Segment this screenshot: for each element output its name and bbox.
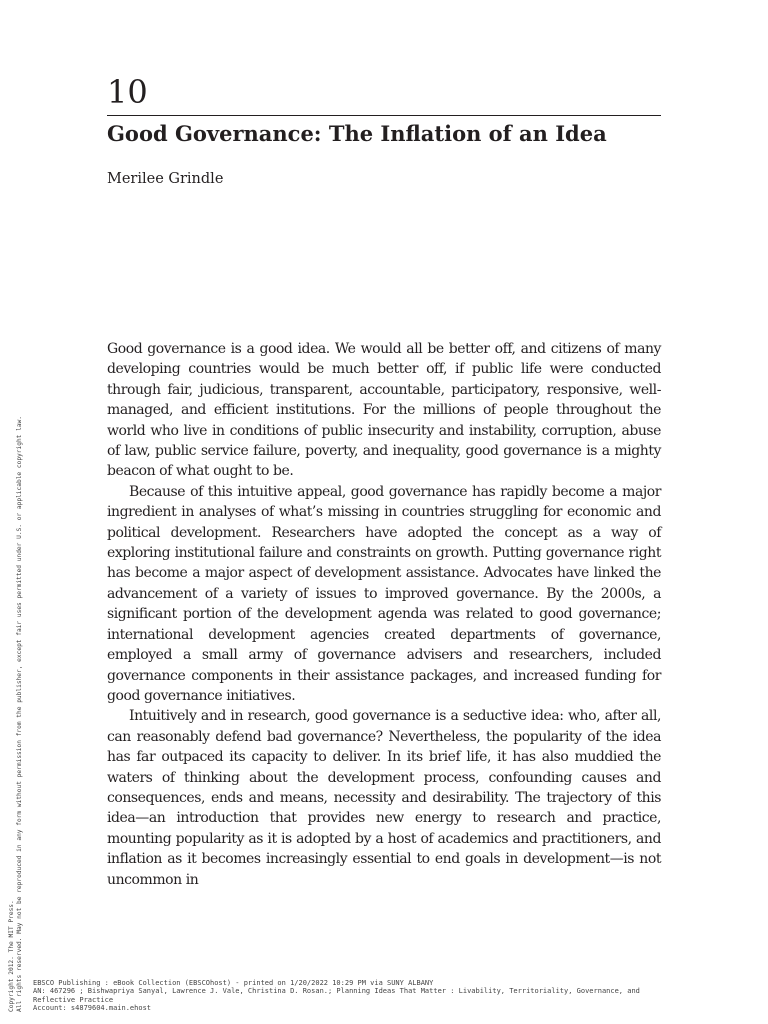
copyright-line-1: Copyright 2012. The MIT Press. (8, 900, 15, 1012)
copyright-line-2: All rights reserved. May not be reproduced in any form without permission from the publisher, except fair uses permitted under U.S. or applicable copyright law. (16, 415, 23, 1012)
chapter-title: Good Governance: The Inflation of an Idea (107, 121, 607, 146)
copyright-margin-notice (8, 416, 24, 1012)
footer-line-4: Account: s4879604.main.ehost (33, 1004, 152, 1013)
chapter-author: Merilee Grindle (107, 171, 224, 187)
chapter-rule (107, 115, 661, 116)
footer-line-2: AN: 467296 ; Bishwapriya Sanyal, Lawrence J. Vale, Christina D. Rosan.; Planning Ideas That Matter : Livability, Territoriality, Governance, and (33, 987, 640, 996)
footer-line-1: EBSCO Publishing : eBook Collection (EBSCOhost) - printed on 1/20/2022 10:29 PM via SUNY ALBANY (33, 979, 434, 987)
chapter-number: 10 (107, 73, 148, 111)
footer-line-3: Reflective Practice (33, 995, 114, 1004)
body-text (107, 339, 661, 890)
paragraph-3: Intuitively and in research, good governance is a seductive idea: who, after all, can reasonably defend bad governance? Nevertheless, the popularity of the idea has far outpaced its capacity to deliver. In its brief life, it has also muddied the waters of thinking about the development process, confounding causes and consequences, ends and means, necessity and desirability. The trajectory of this idea—an introduction that provides new energy to research and practice, mounting popularity as it is adopted by a host of academics and practitioners, and inflation as it becomes increasingly essential to end goals in development—is not uncommon in (107, 708, 661, 888)
paragraph-2: Because of this intuitive appeal, good governance has rapidly become a major ingredient in analyses of what’s missing in countries struggling for economic and political development. Researchers have adopted the concept as a way of exploring institutional failure and constraints on growth. Putting governance right has become a major aspect of development assistance. Advocates have linked the advancement of a variety of issues to improved governance. By the 2000s, a significant portion of the development agenda was related to good governance; international development agencies created departments of governance, employed a small army of governance advisers and researchers, included governance components in their assistance packages, and increased funding for good governance initiatives. (107, 483, 661, 704)
paragraph-1: Good governance is a good idea. We would all be better off, and citizens of many developing countries would be much better off, if public life were conducted through fair, judicious, transparent, accountable, participatory, responsive, well-managed, and efficient institutions. For the millions of people throughout the world who live in conditions of public insecurity and instability, corruption, abuse of law, public service failure, poverty, and inequality, good governance is a mighty beacon of what ought to be. (107, 341, 661, 480)
ebsco-footer (33, 979, 640, 1013)
